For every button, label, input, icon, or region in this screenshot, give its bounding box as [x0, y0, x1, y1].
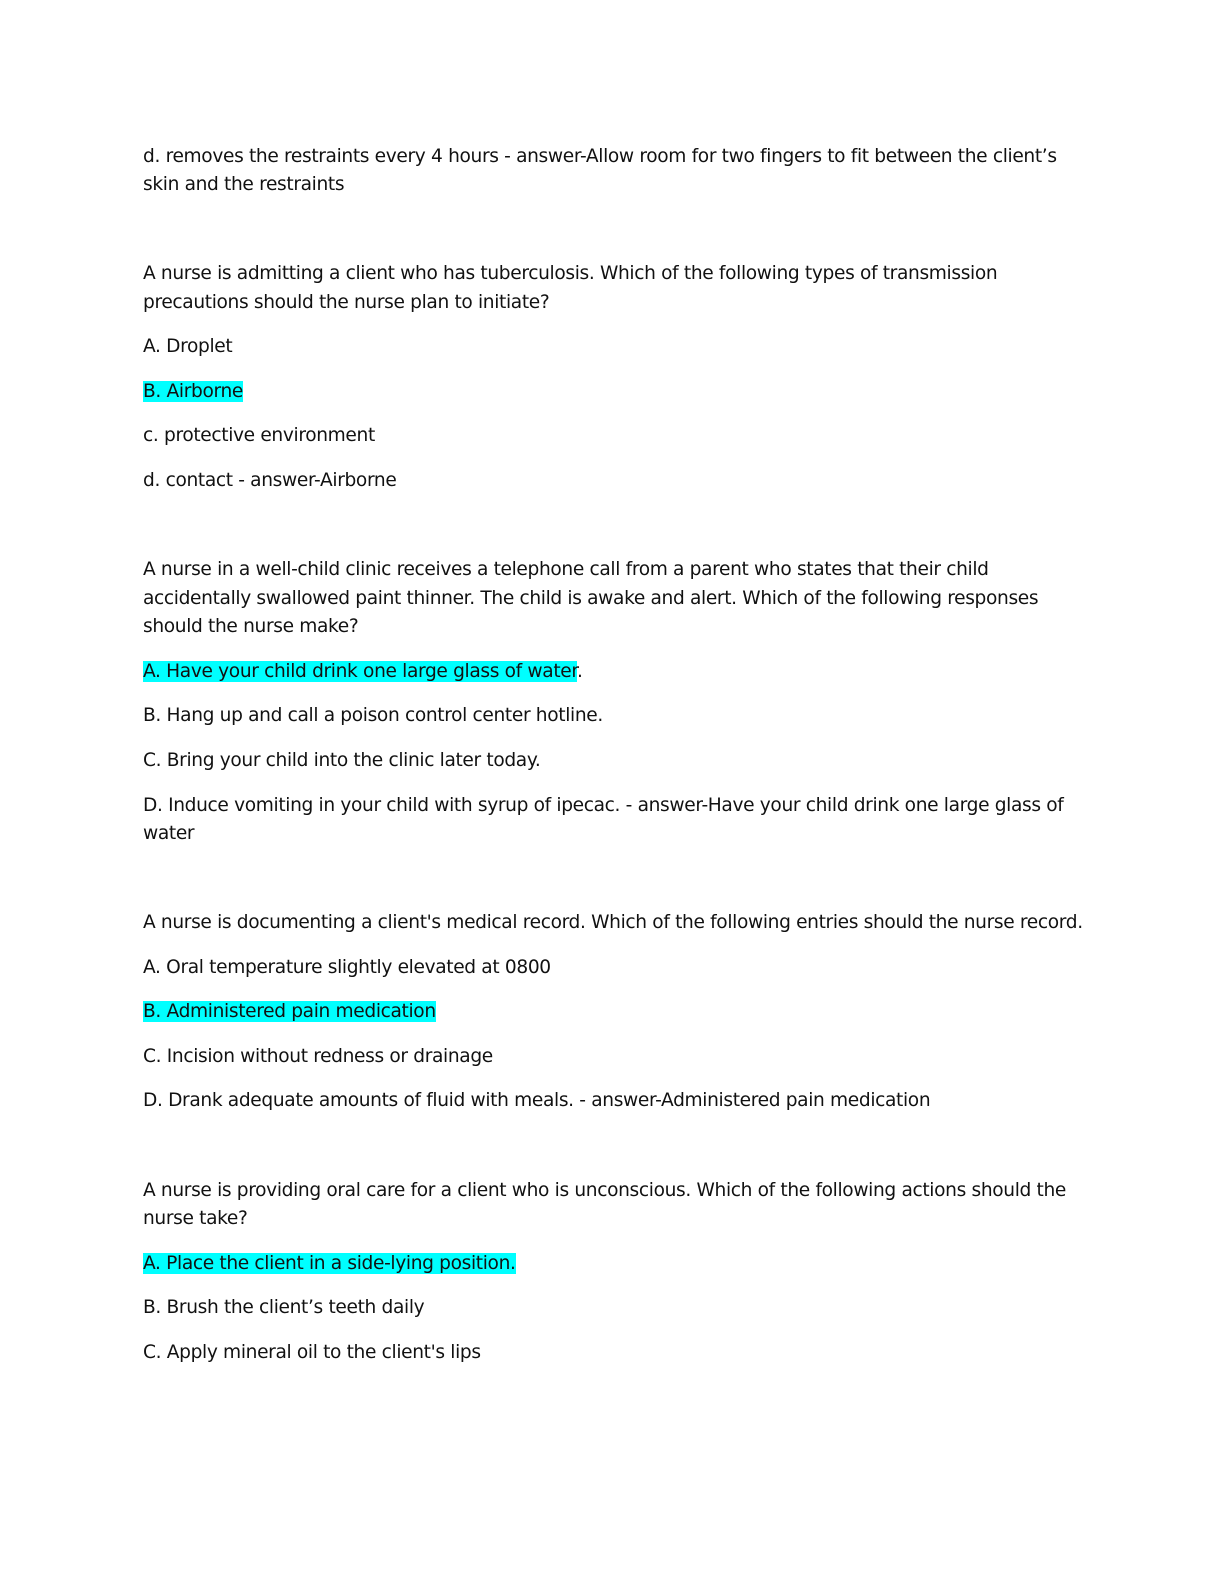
- question-2-line-2: accidentally swallowed paint thinner. The child is awake and alert. Which of the following responses: [143, 588, 1039, 609]
- question-1-line-1: A nurse is admitting a client who has tuberculosis. Which of the following types of transmission: [143, 263, 998, 284]
- question-3-option-c: C. Incision without redness or drainage: [143, 1046, 493, 1067]
- question-2-line-3: should the nurse make?: [143, 616, 359, 637]
- question-2-option-d-continuation: water: [143, 823, 195, 844]
- question-4-option-b: B. Brush the client’s teeth daily: [143, 1297, 425, 1318]
- question-4-option-a: [143, 1250, 516, 1278]
- highlighted-answer: A. Have your child drink one large glass of water: [143, 661, 577, 682]
- question-1-option-b: [143, 378, 243, 406]
- highlighted-answer: B. Airborne: [143, 381, 243, 402]
- question-2-option-b: B. Hang up and call a poison control center hotline.: [143, 705, 603, 726]
- question-1-option-d: d. contact - answer-Airborne: [143, 470, 397, 491]
- option-suffix: .: [576, 661, 583, 682]
- question-1-line-2: precautions should the nurse plan to initiate?: [143, 292, 550, 313]
- highlighted-answer: B. Administered pain medication: [143, 1001, 436, 1022]
- question-3-line-1: A nurse is documenting a client's medical record. Which of the following entries should the nurse record.: [143, 912, 1083, 933]
- question-4-line-2: nurse take?: [143, 1208, 248, 1229]
- question-3-option-b: [143, 998, 436, 1026]
- question-3-option-d: D. Drank adequate amounts of fluid with meals. - answer-Administered pain medication: [143, 1090, 931, 1111]
- question-2-option-a: [143, 658, 583, 686]
- question-1-option-c: c. protective environment: [143, 425, 375, 446]
- question-4-line-1: A nurse is providing oral care for a client who is unconscious. Which of the following actions should the: [143, 1180, 1067, 1201]
- question-2-line-1: A nurse in a well-child clinic receives a telephone call from a parent who states that their child: [143, 559, 989, 580]
- continuation-answer-line-2: skin and the restraints: [143, 174, 345, 195]
- highlighted-answer: A. Place the client in a side-lying position.: [143, 1253, 516, 1274]
- question-1-option-a: A. Droplet: [143, 336, 233, 357]
- question-3-option-a: A. Oral temperature slightly elevated at 0800: [143, 957, 551, 978]
- question-4-option-c: C. Apply mineral oil to the client's lips: [143, 1342, 481, 1363]
- question-2-option-d: D. Induce vomiting in your child with syrup of ipecac. - answer-Have your child drink one large glass of: [143, 795, 1064, 816]
- continuation-answer-line-1: d. removes the restraints every 4 hours - answer-Allow room for two fingers to fit between the client’s: [143, 146, 1057, 167]
- question-2-option-c: C. Bring your child into the clinic later today.: [143, 750, 541, 771]
